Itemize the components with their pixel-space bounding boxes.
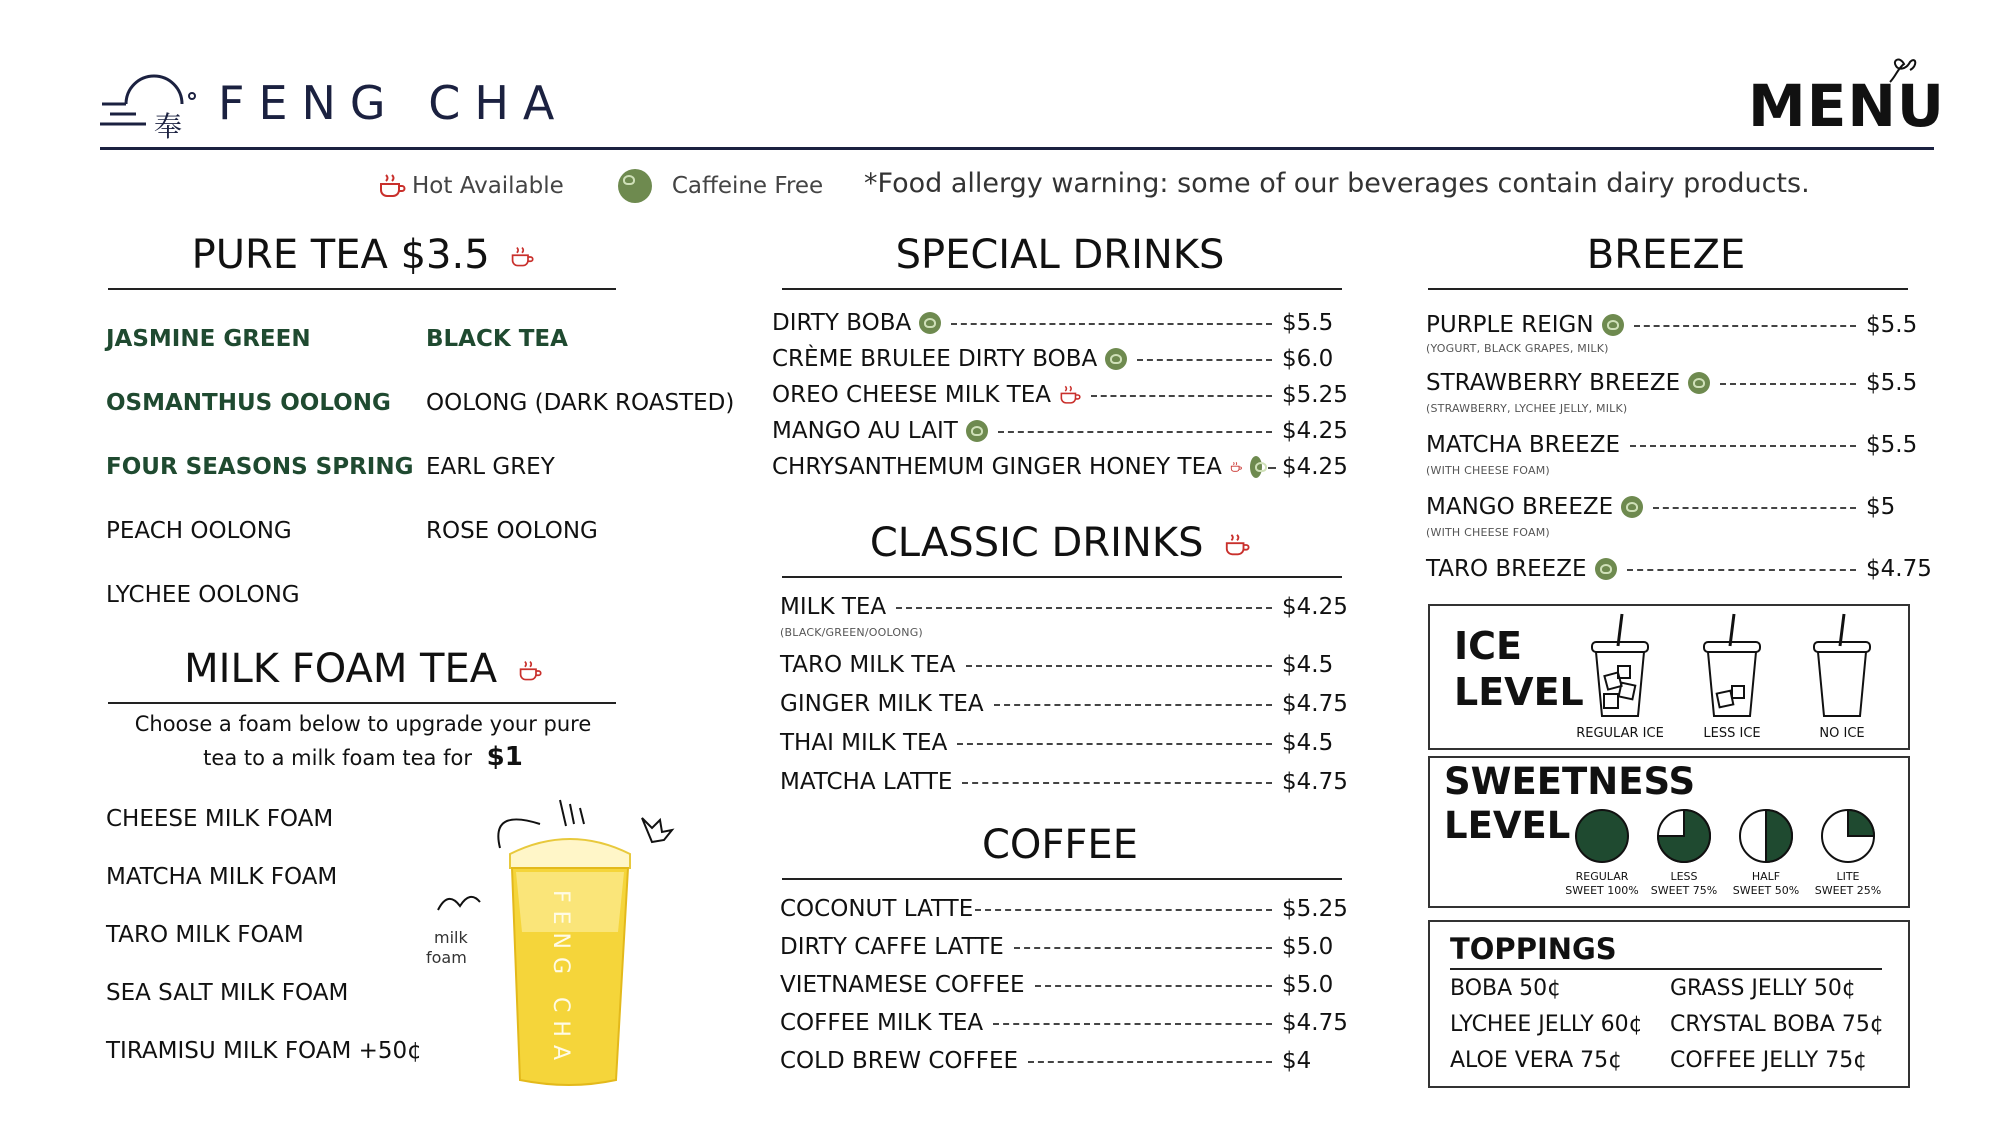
legend-caffeine-label: Caffeine Free — [671, 173, 824, 199]
pure-tea-item: JASMINE GREEN — [106, 326, 311, 352]
sweetness-pie-3 — [1822, 810, 1874, 862]
special-drinks-title: SPECIAL DRINKS — [895, 232, 1225, 278]
feng-cha-logo-icon — [96, 62, 206, 142]
classic-row: TARO MILK TEA $4.5 — [780, 652, 1334, 678]
legend — [378, 166, 823, 206]
sweetness-title-2: LEVEL — [1444, 804, 1571, 847]
coffee-title: COFFEE — [982, 822, 1138, 868]
milk-foam-rule — [108, 702, 616, 704]
coffee-row: COCONUT LATTE $5.25 — [780, 896, 1348, 922]
coffee-rule — [782, 878, 1342, 880]
caffeine-free-icon — [1602, 314, 1624, 336]
milk-foam-desc-2: tea to a milk foam tea for $1 — [203, 742, 523, 772]
cup-label-foam: foam — [426, 948, 467, 967]
sweetness-pie-0 — [1576, 810, 1628, 862]
pure-tea-title: PURE TEA $3.5 — [108, 232, 618, 278]
ice-level-label: LESS ICE — [1703, 726, 1761, 741]
coffee-row: COLD BREW COFFEE $4 — [780, 1048, 1312, 1074]
pure-tea-item: OOLONG (DARK ROASTED) — [426, 390, 735, 416]
topping-item: COFFEE JELLY 75¢ — [1670, 1048, 1868, 1073]
legend-hot-label: Hot Available — [412, 173, 564, 199]
topping-item: BOBA 50¢ — [1450, 976, 1562, 1001]
toppings-title: TOPPINGS — [1450, 932, 1617, 966]
milk-foam-title: MILK FOAM TEA — [108, 646, 618, 692]
pure-tea-item: PEACH OOLONG — [106, 518, 292, 544]
caffeine-free-icon — [1621, 496, 1643, 518]
hot-cup-icon — [1224, 532, 1250, 558]
sweetness-pie-chart — [1572, 808, 1902, 864]
ice-level-title-2: LEVEL — [1454, 670, 1584, 714]
pure-tea-item: FOUR SEASONS SPRING — [106, 454, 414, 480]
classic-drinks-rule — [782, 576, 1342, 578]
special-row: CRÈME BRULEE DIRTY BOBA $6.0 — [772, 346, 1334, 372]
cup-brand-text: FENG CHA — [548, 890, 573, 1069]
pure-tea-item: BLACK TEA — [426, 326, 568, 352]
breeze-row: PURPLE REIGN $5.5 — [1426, 312, 1918, 338]
breeze-row: MATCHA BREEZE $5.5 — [1426, 432, 1918, 458]
sweetness-label: REGULAR SWEET 100% — [1565, 870, 1639, 897]
caffeine-free-icon — [1105, 348, 1127, 370]
pure-tea-item: OSMANTHUS OOLONG — [106, 390, 391, 416]
sweetness-pie-1 — [1658, 810, 1710, 862]
ice-level-title-1: ICE — [1454, 624, 1522, 668]
special-row: OREO CHEESE MILK TEA $5.25 — [772, 382, 1348, 408]
caffeine-free-icon — [1595, 558, 1617, 580]
caffeine-free-icon — [618, 169, 652, 203]
hot-cup-icon — [510, 245, 534, 269]
topping-item: ALOE VERA 75¢ — [1450, 1048, 1623, 1073]
pure-tea-item: LYCHEE OOLONG — [106, 582, 300, 608]
pure-tea-item: EARL GREY — [426, 454, 555, 480]
classic-row: MATCHA LATTE $4.75 — [780, 769, 1348, 795]
breeze-row: STRAWBERRY BREEZE $5.5 — [1426, 370, 1918, 396]
classic-row: GINGER MILK TEA $4.75 — [780, 691, 1348, 717]
caffeine-free-icon — [919, 312, 941, 334]
allergy-warning: *Food allergy warning: some of our beverages contain dairy products. — [864, 168, 1810, 199]
special-row: MANGO AU LAIT $4.25 — [772, 418, 1348, 444]
topping-item: CRYSTAL BOBA 75¢ — [1670, 1012, 1884, 1037]
less-ice-cup-icon — [1696, 612, 1768, 720]
caffeine-free-icon — [1250, 456, 1262, 478]
brand-name: FENG CHA — [218, 76, 569, 130]
milk-foam-item: MATCHA MILK FOAM — [106, 864, 338, 890]
sweetness-label: LITE SWEET 25% — [1814, 870, 1882, 897]
sweetness-title-1: SWEETNESS — [1444, 760, 1696, 803]
special-drinks-rule — [782, 288, 1342, 290]
caffeine-free-icon — [966, 420, 988, 442]
milk-foam-desc-1: Choose a foam below to upgrade your pure — [134, 712, 592, 736]
toppings-rule — [1450, 968, 1882, 970]
special-row: DIRTY BOBA $5.5 — [772, 310, 1334, 336]
breeze-rule — [1428, 288, 1908, 290]
no-ice-cup-icon — [1806, 612, 1878, 720]
topping-item: LYCHEE JELLY 60¢ — [1450, 1012, 1643, 1037]
coffee-row: VIETNAMESE COFFEE $5.0 — [780, 972, 1334, 998]
breeze-row-sub: (YOGURT, BLACK GRAPES, MILK) — [1426, 342, 1609, 355]
breeze-row-sub: (WITH CHEESE FOAM) — [1426, 464, 1550, 477]
ice-level-label: NO ICE — [1819, 726, 1865, 741]
brand-logo — [96, 62, 206, 142]
special-row: CHRYSANTHEMUM GINGER HONEY TEA $4.25 — [772, 454, 1348, 480]
milk-foam-item: TARO MILK FOAM — [106, 922, 304, 948]
hot-cup-icon — [1059, 384, 1081, 406]
header-rule — [100, 147, 1934, 150]
classic-drinks-title: CLASSIC DRINKS — [780, 520, 1340, 566]
heart-doodle-icon — [1886, 52, 1922, 88]
hot-cup-icon — [378, 173, 406, 199]
breeze-row-sub: (WITH CHEESE FOAM) — [1426, 526, 1550, 539]
caffeine-free-icon — [1688, 372, 1710, 394]
coffee-row: COFFEE MILK TEA $4.75 — [780, 1010, 1348, 1036]
pure-tea-rule — [108, 288, 616, 290]
classic-row-sub: (BLACK/GREEN/OOLONG) — [780, 626, 923, 639]
ice-level-label: REGULAR ICE — [1576, 726, 1664, 741]
svg-text:奉: 奉 — [154, 110, 183, 142]
breeze-row: TARO BREEZE $4.75 — [1426, 556, 1932, 582]
upgrade-price: $1 — [486, 742, 523, 772]
regular-ice-cup-icon — [1584, 612, 1656, 720]
pure-tea-item: ROSE OOLONG — [426, 518, 598, 544]
menu-title: MENU — [1748, 72, 1945, 140]
sweetness-label: HALF SWEET 50% — [1732, 870, 1800, 897]
coffee-row: DIRTY CAFFE LATTE $5.0 — [780, 934, 1334, 960]
breeze-row-sub: (STRAWBERRY, LYCHEE JELLY, MILK) — [1426, 402, 1628, 415]
topping-item: GRASS JELLY 50¢ — [1670, 976, 1856, 1001]
milk-foam-item: SEA SALT MILK FOAM — [106, 980, 349, 1006]
breeze-row: MANGO BREEZE $5 — [1426, 494, 1896, 520]
hot-cup-icon — [518, 659, 542, 683]
sweetness-pie-2 — [1740, 810, 1792, 862]
cup-label-milk: milk — [434, 928, 468, 947]
sweetness-label: LESS SWEET 75% — [1650, 870, 1718, 897]
classic-row: THAI MILK TEA $4.5 — [780, 730, 1334, 756]
milk-foam-item: CHEESE MILK FOAM — [106, 806, 334, 832]
hot-cup-icon — [1230, 456, 1242, 478]
classic-row: MILK TEA $4.25 — [780, 594, 1348, 620]
milk-foam-item: TIRAMISU MILK FOAM +50¢ — [106, 1038, 422, 1064]
breeze-title: BREEZE — [1586, 232, 1746, 278]
